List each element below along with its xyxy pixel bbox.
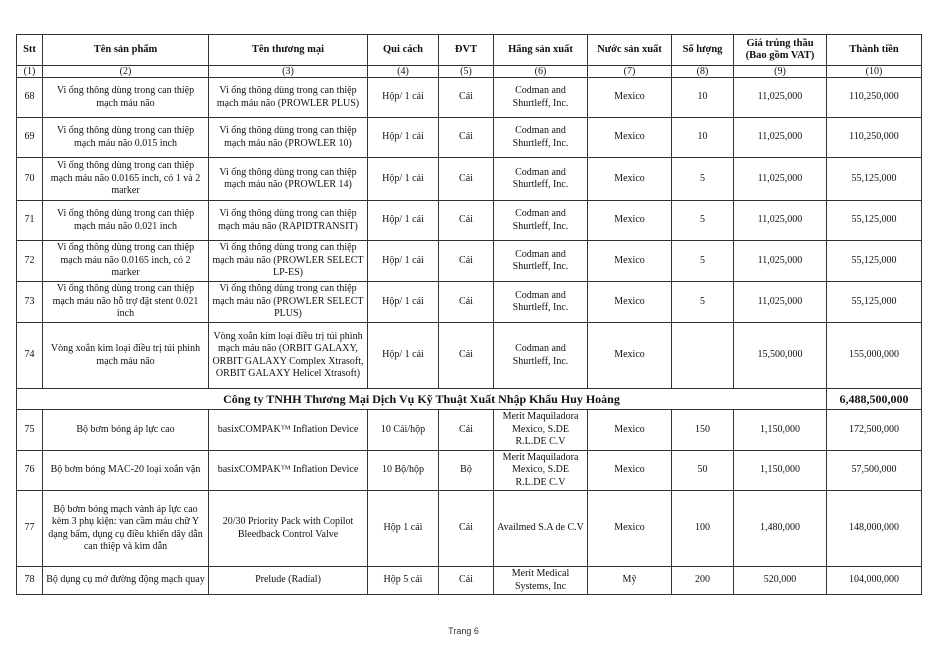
- cell-trade-name: Vi ống thông dùng trong can thiệp mạch máu não (PROWLER 10): [209, 118, 368, 158]
- cell-quantity: 10: [672, 78, 734, 118]
- header-product: Tên sản phẩm: [43, 35, 209, 66]
- cell-manufacturer: Codman and Shurtleff, Inc.: [494, 118, 588, 158]
- table-row: [17, 323, 922, 389]
- column-number: (1): [17, 66, 43, 78]
- page-number: Trang 6: [448, 626, 479, 636]
- cell-country: Mexico: [588, 78, 672, 118]
- cell-unit: Cái: [439, 491, 494, 567]
- cell-price: 11,025,000: [734, 158, 827, 201]
- cell-total: 110,250,000: [827, 78, 922, 118]
- cell-quantity: [672, 323, 734, 389]
- company-total: 6,488,500,000: [827, 389, 922, 410]
- cell-country: Mỹ: [588, 567, 672, 595]
- table-row: [17, 78, 922, 118]
- cell-trade-name: basixCOMPAK™ Inflation Device: [209, 410, 368, 451]
- cell-total: 104,000,000: [827, 567, 922, 595]
- cell-stt: 72: [17, 241, 43, 282]
- header-quantity: Số lượng: [672, 35, 734, 66]
- cell-product: Vi ống thông dùng trong can thiệp mạch máu não 0.0165 inch, có 2 marker: [43, 241, 209, 282]
- cell-price: 1,150,000: [734, 410, 827, 451]
- cell-country: Mexico: [588, 241, 672, 282]
- cell-stt: 77: [17, 491, 43, 567]
- cell-trade-name: Vi ống thông dùng trong can thiệp mạch máu não (RAPIDTRANSIT): [209, 201, 368, 241]
- cell-quantity: 5: [672, 158, 734, 201]
- cell-total: 55,125,000: [827, 241, 922, 282]
- header-country: Nước sản xuất: [588, 35, 672, 66]
- cell-packing: 10 Bộ/hộp: [368, 450, 439, 491]
- cell-unit: Cái: [439, 282, 494, 323]
- cell-price: 11,025,000: [734, 241, 827, 282]
- cell-packing: Hộp/ 1 cái: [368, 158, 439, 201]
- cell-product: Bộ dụng cụ mở đường động mạch quay: [43, 567, 209, 595]
- header-price-line2: (Bao gồm VAT): [745, 50, 815, 61]
- table-body-group2: [17, 410, 922, 595]
- cell-country: Mexico: [588, 323, 672, 389]
- cell-trade-name: 20/30 Priority Pack with Copilot Bleedback Control Valve: [209, 491, 368, 567]
- cell-manufacturer: Codman and Shurtleff, Inc.: [494, 282, 588, 323]
- cell-price: 1,480,000: [734, 491, 827, 567]
- cell-product: Vi ống thông dùng trong can thiệp mạch máu não 0.021 inch: [43, 201, 209, 241]
- cell-price: 520,000: [734, 567, 827, 595]
- column-number: (2): [43, 66, 209, 78]
- cell-manufacturer: Codman and Shurtleff, Inc.: [494, 158, 588, 201]
- cell-total: 155,000,000: [827, 323, 922, 389]
- cell-country: Mexico: [588, 450, 672, 491]
- cell-product: Vi ống thông dùng trong can thiệp mạch máu não: [43, 78, 209, 118]
- table-row: [17, 567, 922, 595]
- cell-packing: Hộp/ 1 cái: [368, 78, 439, 118]
- cell-packing: Hộp 5 cái: [368, 567, 439, 595]
- column-number: (4): [368, 66, 439, 78]
- cell-quantity: 200: [672, 567, 734, 595]
- cell-stt: 73: [17, 282, 43, 323]
- cell-trade-name: Vòng xoắn kim loại điều trị túi phình mạch máu não (ORBIT GALAXY, ORBIT GALAXY Complex Xtrasoft, ORBIT GALAXY Helicel Xtrasoft): [209, 323, 368, 389]
- cell-manufacturer: Availmed S.A de C.V: [494, 491, 588, 567]
- cell-quantity: 5: [672, 241, 734, 282]
- cell-stt: 78: [17, 567, 43, 595]
- cell-total: 172,500,000: [827, 410, 922, 451]
- header-manufacturer: Hãng sản xuất: [494, 35, 588, 66]
- cell-manufacturer: Merit Maquiladora Mexico, S.DE R.L.DE C.V: [494, 450, 588, 491]
- cell-product: Bộ bơm bóng áp lực cao: [43, 410, 209, 451]
- cell-product: Vi ống thông dùng trong can thiệp mạch máu não hỗ trợ đặt stent 0.021 inch: [43, 282, 209, 323]
- table-row: [17, 282, 922, 323]
- header-total: Thành tiền: [827, 35, 922, 66]
- cell-total: 55,125,000: [827, 201, 922, 241]
- cell-manufacturer: Merit Medical Systems, Inc: [494, 567, 588, 595]
- cell-trade-name: Vi ống thông dùng trong can thiệp mạch máu não (PROWLER SELECT LP-ES): [209, 241, 368, 282]
- header-unit: ĐVT: [439, 35, 494, 66]
- company-section-row: [17, 389, 922, 410]
- column-number: (3): [209, 66, 368, 78]
- column-number: (5): [439, 66, 494, 78]
- column-number: (10): [827, 66, 922, 78]
- cell-manufacturer: Codman and Shurtleff, Inc.: [494, 323, 588, 389]
- cell-packing: Hộp/ 1 cái: [368, 282, 439, 323]
- table-row: [17, 491, 922, 567]
- cell-manufacturer: Codman and Shurtleff, Inc.: [494, 201, 588, 241]
- cell-stt: 69: [17, 118, 43, 158]
- cell-unit: Cái: [439, 323, 494, 389]
- cell-manufacturer: Codman and Shurtleff, Inc.: [494, 241, 588, 282]
- cell-stt: 71: [17, 201, 43, 241]
- cell-price: 11,025,000: [734, 78, 827, 118]
- cell-quantity: 10: [672, 118, 734, 158]
- table-row: [17, 450, 922, 491]
- cell-quantity: 5: [672, 282, 734, 323]
- cell-product: Vi ống thông dùng trong can thiệp mạch máu não 0.015 inch: [43, 118, 209, 158]
- table-row: [17, 158, 922, 201]
- company-name: Công ty TNHH Thương Mại Dịch Vụ Kỹ Thuật Xuất Nhập Khẩu Huy Hoàng: [17, 389, 827, 410]
- cell-unit: Bộ: [439, 450, 494, 491]
- cell-price: 11,025,000: [734, 201, 827, 241]
- cell-total: 55,125,000: [827, 158, 922, 201]
- cell-stt: 75: [17, 410, 43, 451]
- header-trade-name: Tên thương mại: [209, 35, 368, 66]
- cell-price: 11,025,000: [734, 118, 827, 158]
- cell-price: 11,025,000: [734, 282, 827, 323]
- cell-price: 15,500,000: [734, 323, 827, 389]
- cell-quantity: 50: [672, 450, 734, 491]
- cell-country: Mexico: [588, 201, 672, 241]
- table-row: [17, 118, 922, 158]
- cell-price: 1,150,000: [734, 450, 827, 491]
- column-number: (8): [672, 66, 734, 78]
- cell-total: 57,500,000: [827, 450, 922, 491]
- cell-product: Vòng xoắn kim loại điều trị túi phình mạch máu não: [43, 323, 209, 389]
- cell-quantity: 100: [672, 491, 734, 567]
- header-price-line1: Giá trúng thầu: [746, 37, 814, 49]
- cell-quantity: 150: [672, 410, 734, 451]
- table-body-group1: [17, 78, 922, 389]
- cell-product: Vi ống thông dùng trong can thiệp mạch máu não 0.0165 inch, có 1 và 2 marker: [43, 158, 209, 201]
- cell-country: Mexico: [588, 118, 672, 158]
- column-number: (6): [494, 66, 588, 78]
- cell-unit: Cái: [439, 78, 494, 118]
- cell-packing: Hộp/ 1 cái: [368, 118, 439, 158]
- header-packing: Qui cách: [368, 35, 439, 66]
- table-row: [17, 201, 922, 241]
- cell-unit: Cái: [439, 118, 494, 158]
- cell-unit: Cái: [439, 201, 494, 241]
- cell-country: Mexico: [588, 491, 672, 567]
- cell-product: Bộ bơm bóng mạch vành áp lực cao kèm 3 phụ kiện: van cầm máu chữ Y dạng bấm, dụng cụ điều khiển dây dẫn can thiệp và kim dẫn: [43, 491, 209, 567]
- cell-country: Mexico: [588, 410, 672, 451]
- cell-unit: Cái: [439, 567, 494, 595]
- cell-country: Mexico: [588, 158, 672, 201]
- cell-total: 55,125,000: [827, 282, 922, 323]
- cell-trade-name: Vi ống thông dùng trong can thiệp mạch máu não (PROWLER PLUS): [209, 78, 368, 118]
- table-row: [17, 241, 922, 282]
- cell-stt: 76: [17, 450, 43, 491]
- header-price: [734, 35, 827, 66]
- cell-unit: Cái: [439, 158, 494, 201]
- bid-results-table: [16, 34, 922, 595]
- cell-trade-name: basixCOMPAK™ Inflation Device: [209, 450, 368, 491]
- cell-manufacturer: Codman and Shurtleff, Inc.: [494, 78, 588, 118]
- cell-stt: 68: [17, 78, 43, 118]
- column-number: (9): [734, 66, 827, 78]
- cell-unit: Cái: [439, 241, 494, 282]
- cell-stt: 74: [17, 323, 43, 389]
- cell-country: Mexico: [588, 282, 672, 323]
- cell-product: Bộ bơm bóng MAC-20 loại xoắn vặn: [43, 450, 209, 491]
- company-section: [17, 389, 922, 410]
- header-row: [17, 35, 922, 66]
- cell-total: 110,250,000: [827, 118, 922, 158]
- cell-manufacturer: Merit Maquiladora Mexico, S.DE R.L.DE C.V: [494, 410, 588, 451]
- cell-packing: 10 Cái/hộp: [368, 410, 439, 451]
- cell-packing: Hộp/ 1 cái: [368, 323, 439, 389]
- cell-trade-name: Vi ống thông dùng trong can thiệp mạch máu não (PROWLER 14): [209, 158, 368, 201]
- cell-stt: 70: [17, 158, 43, 201]
- table-row: [17, 410, 922, 451]
- cell-quantity: 5: [672, 201, 734, 241]
- cell-packing: Hộp/ 1 cái: [368, 201, 439, 241]
- cell-packing: Hộp 1 cái: [368, 491, 439, 567]
- cell-packing: Hộp/ 1 cái: [368, 241, 439, 282]
- header-stt: Stt: [17, 35, 43, 66]
- cell-unit: Cái: [439, 410, 494, 451]
- column-number-row: [17, 66, 922, 78]
- cell-trade-name: Vi ống thông dùng trong can thiệp mạch máu não (PROWLER SELECT PLUS): [209, 282, 368, 323]
- cell-trade-name: Prelude (Radial): [209, 567, 368, 595]
- cell-total: 148,000,000: [827, 491, 922, 567]
- column-number: (7): [588, 66, 672, 78]
